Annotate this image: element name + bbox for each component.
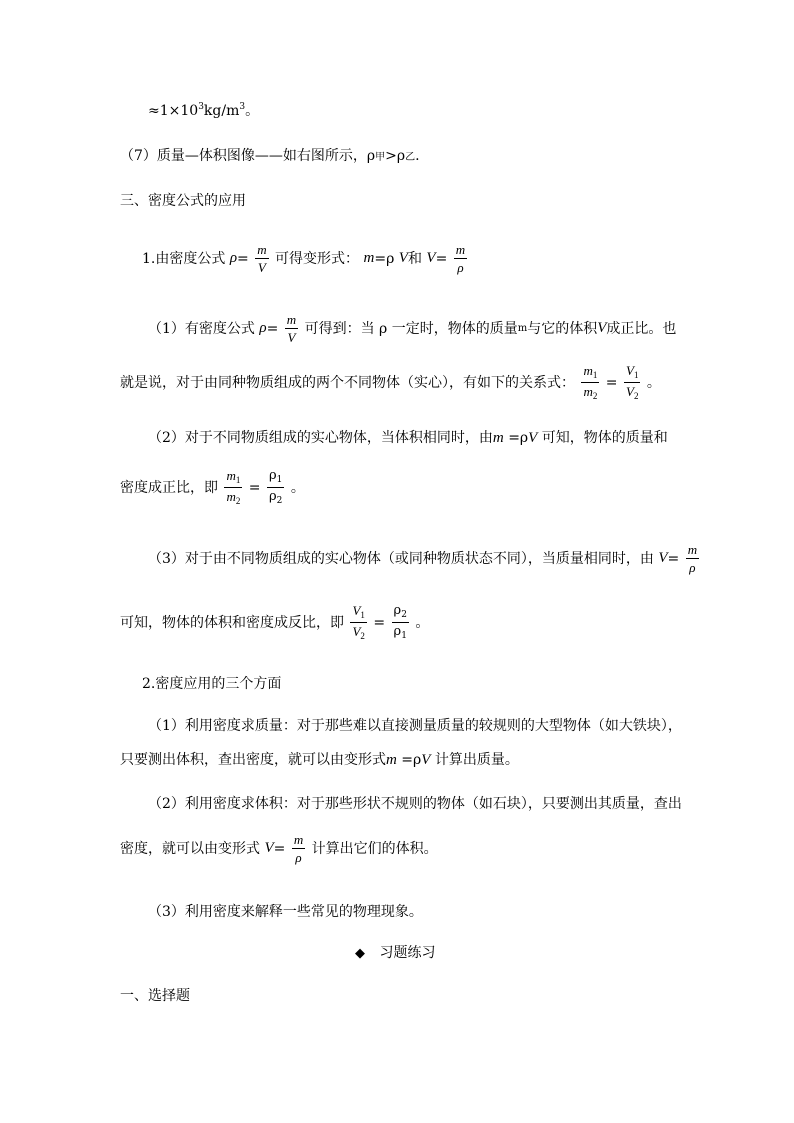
p1a2-den2: V xyxy=(625,384,634,399)
approx-end: 。 xyxy=(245,103,260,119)
p1-m: m xyxy=(363,250,375,266)
p2b-num: m xyxy=(226,468,236,483)
p3a-text: （3）对于由不同物质组成的实心物体（或同种物质状态不同），当质量相同时，由 xyxy=(148,550,654,567)
p1a-rest: 可得到：当 ρ 一定时，物体的质量 xyxy=(304,320,518,337)
p2a-v: V xyxy=(528,430,538,446)
p1-fraction xyxy=(255,243,268,274)
p2b-eq: = xyxy=(248,479,261,496)
p3b-den-sub: 2 xyxy=(360,631,365,641)
paragraph-3a xyxy=(148,543,701,574)
p2b-fraction-m xyxy=(224,469,242,506)
p3a-fraction xyxy=(686,543,699,574)
paragraph-1 xyxy=(142,243,469,274)
p3b-num2-sub: 2 xyxy=(401,610,407,620)
application-2-line2 xyxy=(120,833,438,864)
section-1-title: 一、选择题 xyxy=(120,988,190,1004)
p2b-fraction-rho xyxy=(267,469,284,506)
p3a-frac-num: m xyxy=(687,542,698,557)
app2b-v: V xyxy=(264,840,274,856)
p3b-num: V xyxy=(352,603,361,618)
p1a2-num: m xyxy=(583,363,593,378)
app2b-frac-num: m xyxy=(293,832,304,847)
exercise-heading xyxy=(355,946,435,960)
item7-end: . xyxy=(415,148,420,164)
p2b-den2-sub: 2 xyxy=(276,496,283,506)
approx-unit: kg/m xyxy=(203,103,240,119)
p1a2-fraction-v xyxy=(624,364,640,401)
p1-lead: 1.由密度公式 xyxy=(142,250,226,267)
p3b-text: 可知，物体的体积和密度成反比，即 xyxy=(120,614,344,631)
item7-text: （7）质量—体积图像——如右图所示，ρ xyxy=(120,148,376,164)
p1-frac2-num: m xyxy=(455,242,466,257)
p2b-end: 。 xyxy=(290,479,305,496)
p1a-eq: = xyxy=(266,320,279,337)
p2b-num-sub: 1 xyxy=(235,475,241,485)
p3b-den2: ρ xyxy=(393,624,402,639)
p1-fraction-2 xyxy=(454,243,467,274)
p1-eq2: =ρ xyxy=(374,250,395,267)
app1b-v: V xyxy=(421,752,431,768)
p2b-den2: ρ xyxy=(268,489,277,504)
p1a-v: V xyxy=(597,320,607,336)
p3b-end: 。 xyxy=(415,614,430,631)
application-2-line1: （2）利用密度求体积：对于那些形状不规则的物体（如石块），只要测出其质量，查出 xyxy=(148,796,682,812)
approx-unit-exp: 3 xyxy=(239,102,246,112)
paragraph-2b xyxy=(120,469,305,506)
p1a-fraction xyxy=(285,313,298,344)
p1-v: V xyxy=(398,250,408,266)
p2b-den-sub: 2 xyxy=(235,496,241,506)
p2b-num2-sub: 1 xyxy=(276,475,283,485)
paragraph-3b xyxy=(120,604,429,641)
p1-frac-num: m xyxy=(257,242,267,257)
p3b-fraction-rho xyxy=(392,604,409,641)
p1a2-den: m xyxy=(583,384,593,399)
p1a2-text: 就是说，对于由同种物质组成的两个不同物体（实心），有如下的关系式： xyxy=(120,374,575,391)
subsection-2-title: 2.密度应用的三个方面 xyxy=(142,676,282,692)
p1-v2: V xyxy=(426,250,436,266)
p3b-den2-sub: 1 xyxy=(401,631,407,641)
p2b-text: 密度成正比，即 xyxy=(120,479,218,496)
p2a-text: （2）对于不同物质组成的实心物体，当体积相同时，由 xyxy=(148,430,493,446)
p1a2-den-sub: 2 xyxy=(592,391,598,401)
p1a-rest3: 成正比。也 xyxy=(606,320,677,337)
p1-frac2-den: ρ xyxy=(457,260,464,275)
p3b-num2: ρ xyxy=(393,603,402,618)
item-7 xyxy=(120,149,420,163)
p1a-rest2: 与它的体积 xyxy=(527,320,598,337)
paragraph-1a-line2 xyxy=(120,364,661,401)
p1a-m: m xyxy=(517,322,528,334)
app1b-eq: =ρ xyxy=(396,752,422,768)
app2b-fraction xyxy=(292,833,305,864)
app2b-frac-den: ρ xyxy=(295,850,302,865)
p1-eq3: = xyxy=(435,250,448,267)
item7-sub-yi: 乙 xyxy=(405,152,416,163)
p2a-m: m xyxy=(492,430,504,446)
approx-text: ≈1×10 xyxy=(148,103,199,119)
p1-mid: 可得变形式： xyxy=(275,250,360,267)
app1b-m: m xyxy=(386,752,397,768)
p1a2-num2-sub: 1 xyxy=(633,370,639,380)
p2a-rest: 可知，物体的质量和 xyxy=(537,430,668,446)
p2a-eq: =ρ xyxy=(503,430,529,446)
approx-exp: 3 xyxy=(198,102,204,112)
app2b-text: 密度，就可以由变形式 xyxy=(120,840,260,857)
p1-frac-den: V xyxy=(257,260,266,275)
p3b-num-sub: 1 xyxy=(360,610,365,620)
p3b-eq: = xyxy=(373,614,386,631)
p1a2-fraction-m xyxy=(581,364,599,401)
approx-density-line xyxy=(148,103,259,118)
paragraph-2a xyxy=(148,431,668,446)
app2b-rest: 计算出它们的体积。 xyxy=(311,840,438,857)
p1a-frac-den: V xyxy=(287,330,296,345)
p1a-frac-num: m xyxy=(286,312,297,327)
section-3-title: 三、密度公式的应用 xyxy=(120,193,246,209)
app1b-text: 只要测出体积，查出密度，就可以由变形式 xyxy=(120,752,386,768)
app2b-eq: = xyxy=(273,840,286,857)
p1a2-eq: = xyxy=(605,374,618,391)
p1a2-den2-sub: 2 xyxy=(633,391,639,401)
p1a-lead: （1）有密度公式 xyxy=(148,320,255,337)
p1a2-num2: V xyxy=(625,363,634,378)
p1a2-end: 。 xyxy=(646,374,661,391)
p2b-den: m xyxy=(226,489,236,504)
p1-and: 和 xyxy=(407,250,422,267)
p1-eq: = xyxy=(237,250,249,267)
p3a-v: V xyxy=(658,550,668,566)
diamond-icon: ◆ xyxy=(355,946,365,961)
item7-sub-jia: 甲 xyxy=(375,152,386,163)
exercise-title: 习题练习 xyxy=(379,945,436,961)
p1-rho: ρ xyxy=(229,250,238,266)
p1a-rho: ρ xyxy=(259,320,267,336)
item7-gt: >ρ xyxy=(385,148,406,164)
p3a-frac-den: ρ xyxy=(689,560,696,575)
application-1-line1: （1）利用密度求质量：对于那些难以直接测量质量的较规则的大型物体（如大铁块）， xyxy=(148,718,682,734)
application-1-line2 xyxy=(120,753,519,768)
application-3: （3）利用密度来解释一些常见的物理现象。 xyxy=(148,904,423,920)
app1b-rest: 计算出质量。 xyxy=(430,752,519,768)
paragraph-1a xyxy=(148,313,676,344)
p3b-fraction-v xyxy=(350,604,366,641)
p3b-den: V xyxy=(352,624,361,639)
p2b-num2: ρ xyxy=(268,468,277,483)
p3a-eq: = xyxy=(667,550,680,567)
p1a2-num-sub: 1 xyxy=(592,370,598,380)
